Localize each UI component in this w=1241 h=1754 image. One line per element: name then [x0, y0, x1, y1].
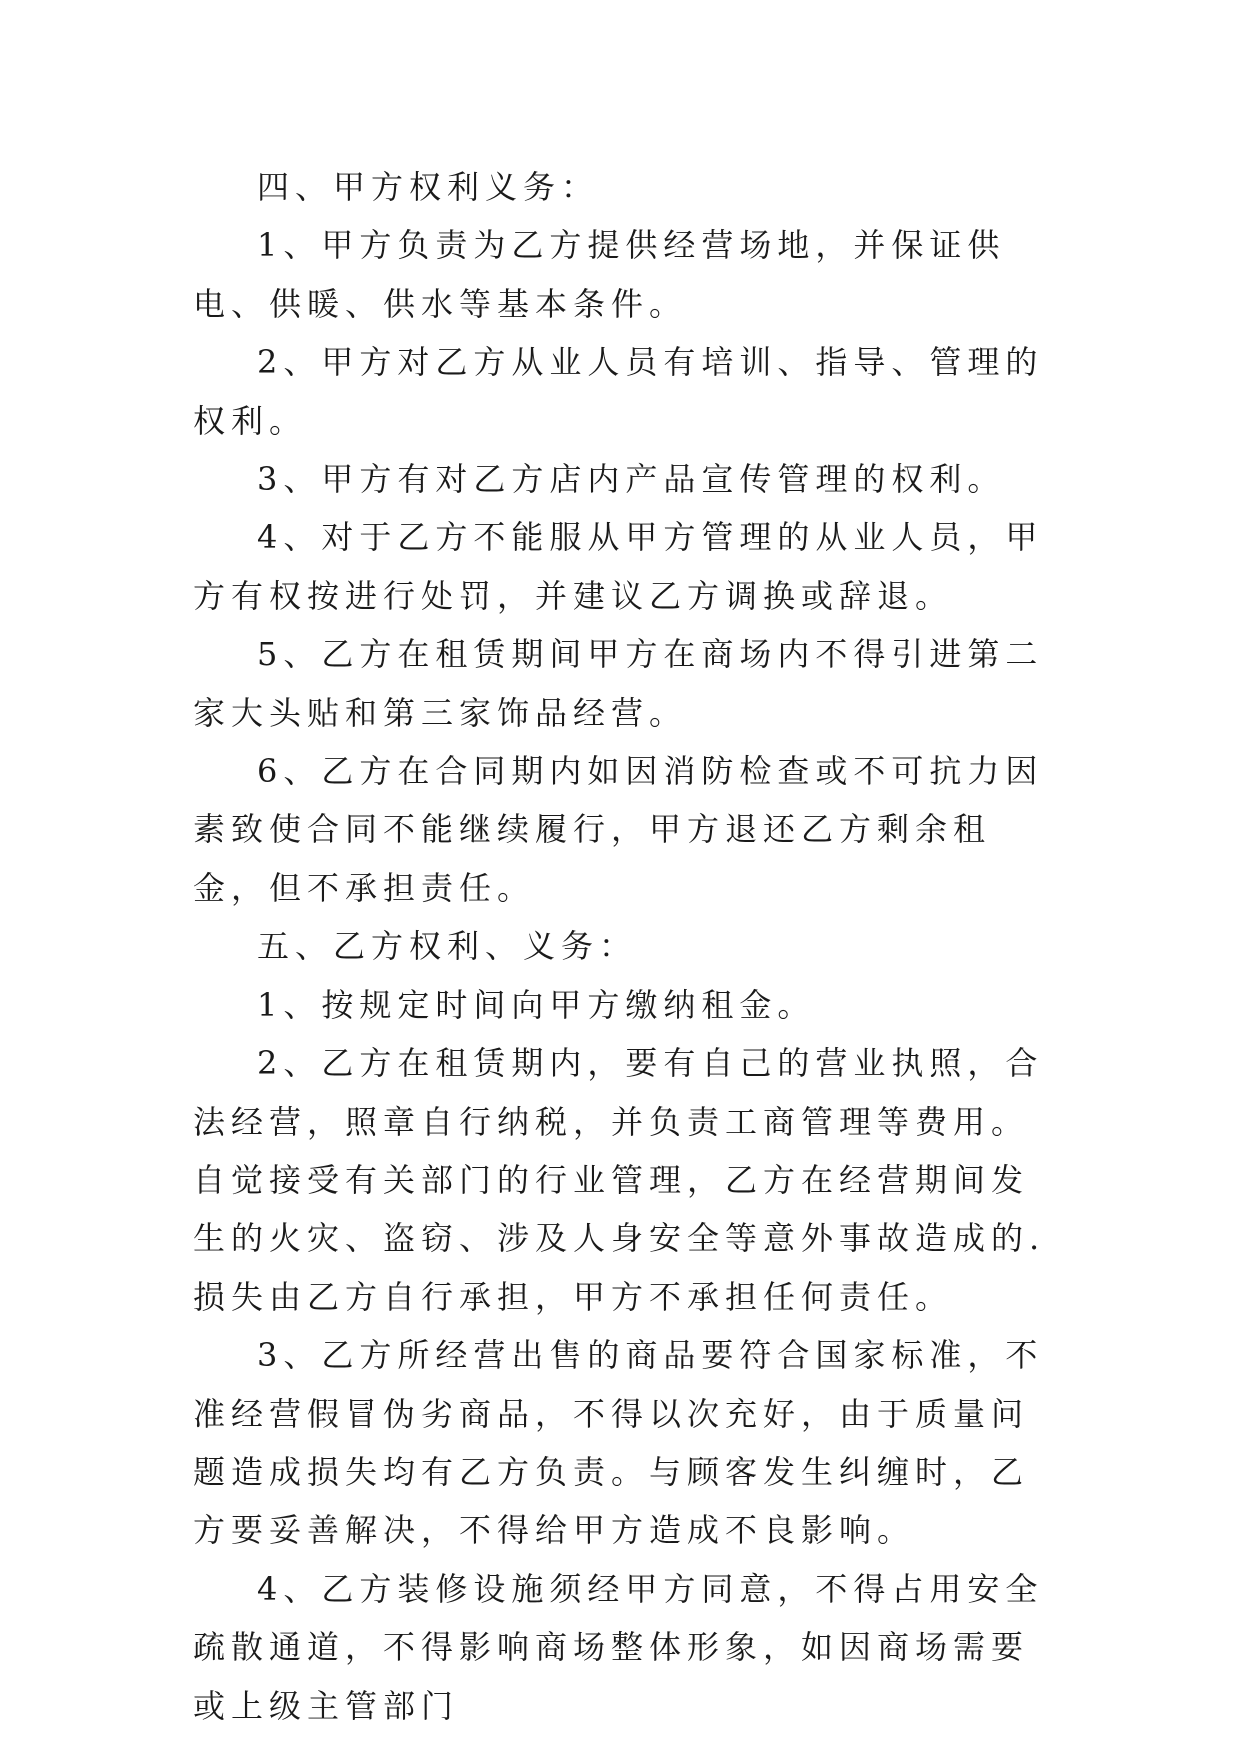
clause-paragraph: 1、按规定时间向甲方缴纳租金。 [257, 985, 816, 1024]
clause-paragraph: 4、对于乙方不能服从甲方管理的从业人员，甲方有权按进行处罚，并建议乙方调换或辞退。 [193, 518, 1044, 615]
clause-paragraph: 4、乙方装修设施须经甲方同意，不得占用安全疏散通道，不得影响商场整体形象，如因商场需要或上级主管部门 [193, 1569, 1044, 1725]
clause-paragraph: 3、甲方有对乙方店内产品宣传管理的权利。 [257, 460, 1006, 499]
clause-paragraph: 2、乙方在租赁期内，要有自己的营业执照，合法经营，照章自行纳税，并负责工商管理等费用。自觉接受有关部门的行业管理，乙方在经营期间发生的火灾、盗窃、涉及人身安全等意外事故造成的.损失由乙方自行承担，甲方不承担任何责任。 [193, 1044, 1046, 1316]
clause-paragraph: 5、乙方在租赁期间甲方在商场内不得引进第二家大头贴和第三家饰品经营。 [193, 635, 1044, 732]
clause-paragraph: 1、甲方负责为乙方提供经营场地，并保证供电、供暖、供水等基本条件。 [193, 226, 1006, 323]
section-heading-party-a: 四、甲方权利义务： [257, 168, 600, 206]
clause-paragraph: 6、乙方在合同期内如因消防检查或不可抗力因素致使合同不能继续履行，甲方退还乙方剩余租金，但不承担责任。 [193, 752, 1044, 907]
clause-paragraph: 2、甲方对乙方从业人员有培训、指导、管理的权利。 [193, 343, 1044, 440]
section-heading-party-b: 五、乙方权利、义务： [257, 927, 638, 966]
clause-paragraph: 3、乙方所经营出售的商品要符合国家标准，不准经营假冒伪劣商品，不得以次充好，由于质量问题造成损失均有乙方负责。与顾客发生纠缠时，乙方要妥善解决，不得给甲方造成不良影响。 [193, 1336, 1044, 1550]
document-body [193, 158, 1065, 1735]
